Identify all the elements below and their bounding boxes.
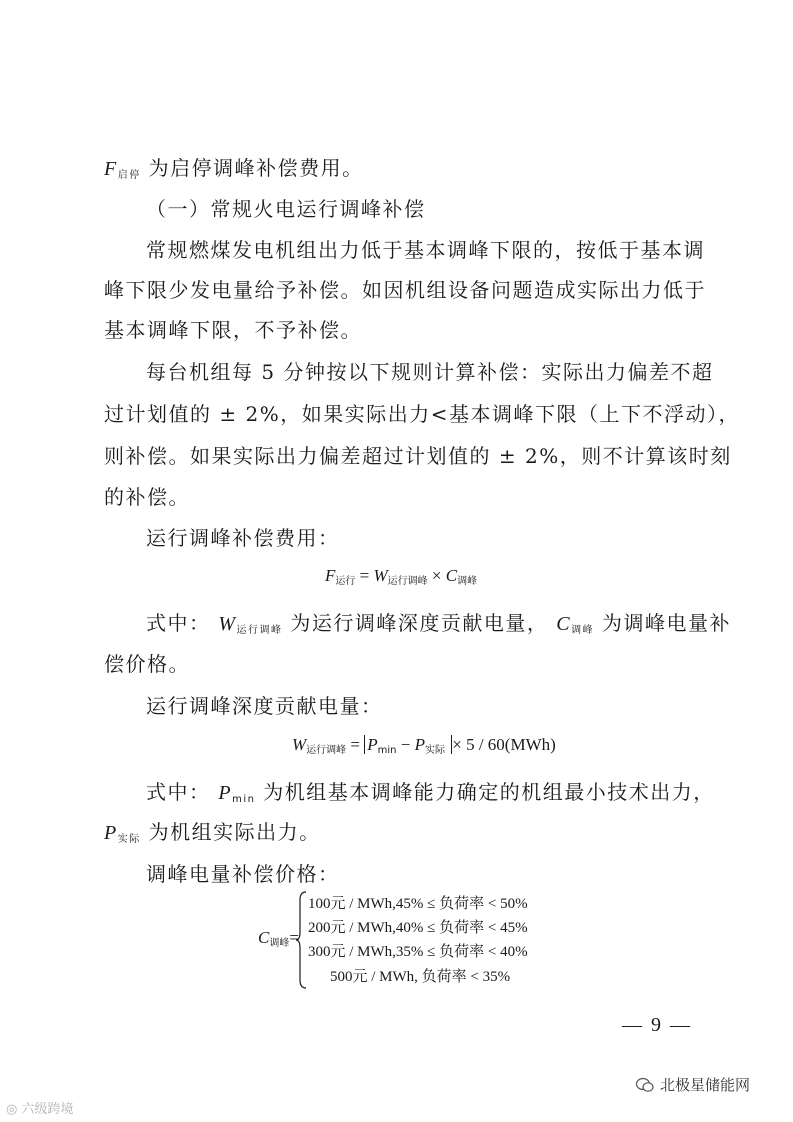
f2-eq: =: [350, 735, 361, 754]
case-3: 300元 / MWh,35% ≤ 负荷率 < 40%: [308, 944, 528, 960]
pw-C: C: [258, 928, 270, 947]
f-qiting-line: [104, 152, 364, 181]
f2-rest: × 5 / 60(MWh): [452, 735, 556, 754]
piecewise-lhs: [258, 928, 299, 949]
f2-abs: [364, 735, 452, 754]
case-1: 100元 / MWh,45% ≤ 负荷率 < 50%: [308, 896, 528, 912]
p4-W: W: [218, 613, 237, 635]
f2-P1: P: [367, 735, 378, 754]
f2-minus: −: [400, 735, 411, 754]
f1-sub-yunxing: 运行: [335, 576, 356, 587]
watermark-right-text: 北极星储能网: [660, 1076, 751, 1094]
para2-line3: 则补偿。如果实际出力偏差超过计划值的 ± 2%，则不计算该时刻: [104, 444, 732, 468]
f2-P2: P: [414, 735, 425, 754]
para5: 运行调峰深度贡献电量：: [146, 694, 383, 718]
symbol-f: F: [104, 158, 118, 180]
pw-sub-tf: 调峰: [269, 938, 290, 949]
case-4: 500元 / MWh, 负荷率 < 35%: [330, 969, 511, 985]
formula-depth-energy: [292, 735, 556, 756]
sub-qiting: 启停: [117, 170, 141, 181]
case-2: 200元 / MWh,40% ≤ 负荷率 < 45%: [308, 920, 528, 936]
f1-sub-tf: 调峰: [457, 576, 478, 587]
para2-line2: 过计划值的 ± 2%，如果实际出力<基本调峰下限（上下不浮动），: [104, 402, 740, 426]
page-number: — 9 —: [622, 1014, 692, 1036]
p4-sub-yt: 运行调峰: [236, 625, 283, 636]
p6-prefix: 式中：: [146, 780, 211, 804]
para4-line1: [146, 607, 731, 636]
p4-mid: 为运行调峰深度贡献电量，: [290, 611, 549, 635]
para1-line2: 峰下限少发电量给予补偿。如因机组设备问题造成实际出力低于: [104, 278, 706, 302]
f1-F: F: [325, 566, 336, 585]
f1-eq: =: [359, 566, 370, 585]
wechat-icon: [636, 1077, 654, 1093]
f1-W: W: [373, 566, 388, 585]
para3: 运行调峰补偿费用：: [146, 526, 340, 550]
piecewise-price-formula: [256, 890, 556, 990]
watermark-right: [636, 1074, 750, 1095]
para4-line2: 偿价格。: [104, 652, 190, 676]
section-heading: （一）常规火电运行调峰补偿: [146, 197, 426, 221]
para7: 调峰电量补偿价格：: [146, 862, 340, 886]
f1-C: C: [445, 566, 458, 585]
f2-sub-shiji: 实际: [425, 745, 445, 756]
formula-yunxing-fee: [325, 566, 477, 587]
f2-sub-yt: 运行调峰: [306, 745, 347, 756]
f1-sub-yt: 运行调峰: [387, 576, 428, 587]
p6-sub-shiji: 实际: [117, 834, 141, 845]
f1-times: ×: [431, 566, 442, 585]
watermark-left: [6, 1098, 74, 1117]
para2-line1: 每台机组每 5 分钟按以下规则计算补偿：实际出力偏差不超: [146, 360, 714, 384]
f2-W: W: [292, 735, 307, 754]
p6-P: P: [218, 782, 233, 804]
watermark-left-text: 六级跨境: [21, 1102, 74, 1117]
p4-sub-tf: 调峰: [571, 625, 595, 636]
f2-sub-min: min: [377, 745, 397, 756]
para2-line4: 的补偿。: [104, 485, 190, 509]
p6-sub-min: min: [232, 794, 256, 805]
p6-l2: 为机组实际出力。: [148, 820, 321, 844]
watermark-left-icon: ◎: [6, 1102, 18, 1117]
pw-eq: =: [289, 928, 299, 947]
para6-line2: [104, 816, 321, 845]
p6-mid: 为机组基本调峰能力确定的机组最小技术出力，: [263, 780, 715, 804]
f-qiting-desc: 为启停调峰补偿费用。: [148, 156, 364, 180]
para1-line1: 常规燃煤发电机组出力低于基本调峰下限的，按低于基本调: [146, 238, 705, 262]
left-brace-icon: [296, 890, 308, 990]
p4-prefix: 式中：: [146, 611, 211, 635]
p6-P2: P: [104, 822, 118, 844]
para1-line3: 基本调峰下限，不予补偿。: [104, 318, 362, 342]
para6-line1: [146, 776, 715, 805]
p4-C: C: [556, 613, 572, 635]
p4-end: 为调峰电量补: [601, 611, 731, 635]
